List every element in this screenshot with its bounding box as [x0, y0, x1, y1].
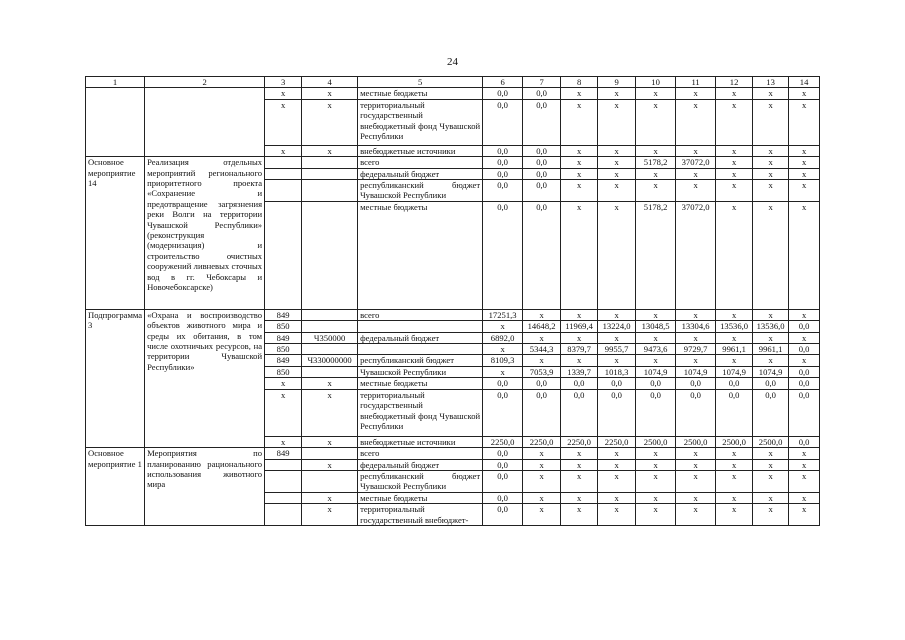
value-cell-col-9: х — [598, 470, 636, 492]
row-group-title: Подпрограмма 3 — [86, 309, 145, 447]
value-cell-col-10: 5178,2 — [636, 201, 676, 309]
row-group-description — [145, 88, 265, 157]
classification-cell: Ч350000 — [302, 332, 358, 343]
value-cell-col-14: х — [789, 470, 820, 492]
value-cell-col-13: 13536,0 — [753, 321, 789, 332]
value-cell-col-11: 13304,6 — [676, 321, 716, 332]
code-cell — [265, 157, 302, 168]
row-group-title — [86, 88, 145, 157]
value-cell-col-7: х — [523, 355, 561, 366]
value-cell-col-8: х — [561, 332, 598, 343]
value-cell-col-6: 2250,0 — [483, 436, 523, 447]
value-cell-col-6: 0,0 — [483, 201, 523, 309]
value-cell-col-11: 2500,0 — [676, 436, 716, 447]
value-cell-col-9: 2250,0 — [598, 436, 636, 447]
classification-cell: х — [302, 145, 358, 156]
classification-cell — [302, 344, 358, 355]
value-cell-col-7: х — [523, 332, 561, 343]
value-cell-col-8: х — [561, 157, 598, 168]
funding-source-cell: местные бюджеты — [358, 88, 483, 99]
value-cell-col-9: х — [598, 157, 636, 168]
value-cell-col-6: х — [483, 344, 523, 355]
value-cell-col-12: 13536,0 — [716, 321, 753, 332]
code-cell: х — [265, 145, 302, 156]
code-cell: х — [265, 99, 302, 145]
value-cell-col-14: 0,0 — [789, 378, 820, 389]
value-cell-col-7: х — [523, 309, 561, 320]
value-cell-col-8: х — [561, 492, 598, 503]
value-cell-col-12: 9961,1 — [716, 344, 753, 355]
value-cell-col-12: х — [716, 157, 753, 168]
value-cell-col-11: х — [676, 332, 716, 343]
header-cell-2: 2 — [145, 77, 265, 88]
value-cell-col-6: 0,0 — [483, 504, 523, 526]
value-cell-col-10: х — [636, 168, 676, 179]
table-row — [86, 88, 820, 99]
header-cell-3: 3 — [265, 77, 302, 88]
classification-cell: х — [302, 88, 358, 99]
page-number: 24 — [447, 56, 458, 68]
code-cell: 850 — [265, 321, 302, 332]
value-cell-col-13: х — [753, 157, 789, 168]
value-cell-col-6: 6892,0 — [483, 332, 523, 343]
value-cell-col-10: 5178,2 — [636, 157, 676, 168]
value-cell-col-11: 9729,7 — [676, 344, 716, 355]
value-cell-col-7: 2250,0 — [523, 436, 561, 447]
value-cell-col-9: х — [598, 332, 636, 343]
funding-source-cell: федеральный бюджет — [358, 332, 483, 343]
value-cell-col-11: 1074,9 — [676, 366, 716, 377]
value-cell-col-13: х — [753, 180, 789, 202]
classification-cell — [302, 470, 358, 492]
classification-cell: х — [302, 436, 358, 447]
budget-table — [85, 76, 820, 526]
value-cell-col-12: х — [716, 145, 753, 156]
value-cell-col-9: х — [598, 448, 636, 459]
header-cell-7: 7 — [523, 77, 561, 88]
value-cell-col-7: 5344,3 — [523, 344, 561, 355]
value-cell-col-9: х — [598, 492, 636, 503]
value-cell-col-13: 0,0 — [753, 378, 789, 389]
value-cell-col-14: х — [789, 492, 820, 503]
value-cell-col-8: 0,0 — [561, 389, 598, 436]
funding-source-cell: республиканский бюджет Чувашской Республики — [358, 470, 483, 492]
value-cell-col-6: 0,0 — [483, 378, 523, 389]
funding-source-cell: федеральный бюджет — [358, 168, 483, 179]
value-cell-col-8: х — [561, 355, 598, 366]
value-cell-col-10: 0,0 — [636, 378, 676, 389]
header-cell-5: 5 — [358, 77, 483, 88]
value-cell-col-6: 0,0 — [483, 470, 523, 492]
value-cell-col-13: 9961,1 — [753, 344, 789, 355]
classification-cell: х — [302, 389, 358, 436]
header-cell-14: 14 — [789, 77, 820, 88]
value-cell-col-10: х — [636, 448, 676, 459]
value-cell-col-12: х — [716, 492, 753, 503]
value-cell-col-13: х — [753, 470, 789, 492]
value-cell-col-12: х — [716, 180, 753, 202]
classification-cell — [302, 157, 358, 168]
funding-source-cell: Чувашской Республики — [358, 366, 483, 377]
value-cell-col-6: 0,0 — [483, 448, 523, 459]
classification-cell: х — [302, 378, 358, 389]
value-cell-col-9: 0,0 — [598, 378, 636, 389]
value-cell-col-6: 0,0 — [483, 492, 523, 503]
value-cell-col-14: х — [789, 201, 820, 309]
classification-cell: Ч330000000 — [302, 355, 358, 366]
code-cell: 849 — [265, 332, 302, 343]
value-cell-col-14: 0,0 — [789, 436, 820, 447]
header-cell-1: 1 — [86, 77, 145, 88]
value-cell-col-8: х — [561, 504, 598, 526]
code-cell: х — [265, 436, 302, 447]
value-cell-col-10: х — [636, 459, 676, 470]
value-cell-col-12: х — [716, 459, 753, 470]
table-row — [86, 309, 820, 320]
value-cell-col-12: х — [716, 332, 753, 343]
value-cell-col-9: х — [598, 145, 636, 156]
value-cell-col-10: х — [636, 355, 676, 366]
value-cell-col-9: х — [598, 504, 636, 526]
value-cell-col-9: х — [598, 180, 636, 202]
value-cell-col-11: 0,0 — [676, 378, 716, 389]
value-cell-col-8: х — [561, 180, 598, 202]
value-cell-col-12: х — [716, 88, 753, 99]
value-cell-col-9: х — [598, 88, 636, 99]
value-cell-col-8: х — [561, 448, 598, 459]
row-group-title: Основное мероприятие 14 — [86, 157, 145, 310]
value-cell-col-13: х — [753, 504, 789, 526]
value-cell-col-12: х — [716, 470, 753, 492]
value-cell-col-7: х — [523, 470, 561, 492]
value-cell-col-13: х — [753, 168, 789, 179]
header-cell-12: 12 — [716, 77, 753, 88]
classification-cell: х — [302, 492, 358, 503]
header-cell-6: 6 — [483, 77, 523, 88]
value-cell-col-6: 0,0 — [483, 168, 523, 179]
code-cell: х — [265, 378, 302, 389]
value-cell-col-13: х — [753, 201, 789, 309]
value-cell-col-10: х — [636, 504, 676, 526]
value-cell-col-14: 0,0 — [789, 389, 820, 436]
value-cell-col-7: х — [523, 504, 561, 526]
value-cell-col-8: х — [561, 201, 598, 309]
value-cell-col-11: 37072,0 — [676, 157, 716, 168]
value-cell-col-12: х — [716, 355, 753, 366]
value-cell-col-6: х — [483, 366, 523, 377]
value-cell-col-10: 1074,9 — [636, 366, 676, 377]
funding-source-cell: всего — [358, 448, 483, 459]
funding-source-cell: местные бюджеты — [358, 378, 483, 389]
value-cell-col-7: 0,0 — [523, 378, 561, 389]
code-cell — [265, 492, 302, 503]
value-cell-col-8: 1339,7 — [561, 366, 598, 377]
value-cell-col-10: х — [636, 470, 676, 492]
value-cell-col-8: 11969,4 — [561, 321, 598, 332]
value-cell-col-10: 9473,6 — [636, 344, 676, 355]
value-cell-col-7: 0,0 — [523, 157, 561, 168]
value-cell-col-7: 0,0 — [523, 180, 561, 202]
code-cell: 850 — [265, 366, 302, 377]
row-group-description: «Охрана и воспроизводство объектов животного мира и среды их обитания, в том числе охотничьих ресурсов, на территории Чувашской Республики» — [145, 309, 265, 447]
value-cell-col-9: х — [598, 168, 636, 179]
value-cell-col-8: 2250,0 — [561, 436, 598, 447]
value-cell-col-10: х — [636, 145, 676, 156]
value-cell-col-8: х — [561, 145, 598, 156]
value-cell-col-11: 0,0 — [676, 389, 716, 436]
value-cell-col-10: 0,0 — [636, 389, 676, 436]
classification-cell — [302, 448, 358, 459]
value-cell-col-8: х — [561, 470, 598, 492]
value-cell-col-12: 1074,9 — [716, 366, 753, 377]
value-cell-col-14: х — [789, 145, 820, 156]
value-cell-col-11: х — [676, 309, 716, 320]
header-cell-11: 11 — [676, 77, 716, 88]
value-cell-col-6: х — [483, 321, 523, 332]
value-cell-col-12: х — [716, 99, 753, 145]
value-cell-col-11: х — [676, 355, 716, 366]
value-cell-col-10: х — [636, 309, 676, 320]
funding-source-cell: республиканский бюджет Чувашской Республики — [358, 180, 483, 202]
value-cell-col-13: х — [753, 99, 789, 145]
value-cell-col-14: х — [789, 448, 820, 459]
value-cell-col-14: х — [789, 504, 820, 526]
value-cell-col-9: х — [598, 459, 636, 470]
classification-cell: х — [302, 504, 358, 526]
value-cell-col-9: 9955,7 — [598, 344, 636, 355]
value-cell-col-11: х — [676, 492, 716, 503]
value-cell-col-11: 37072,0 — [676, 201, 716, 309]
value-cell-col-12: х — [716, 504, 753, 526]
value-cell-col-13: 1074,9 — [753, 366, 789, 377]
value-cell-col-13: х — [753, 448, 789, 459]
value-cell-col-10: 13048,5 — [636, 321, 676, 332]
value-cell-col-9: 13224,0 — [598, 321, 636, 332]
classification-cell: х — [302, 459, 358, 470]
value-cell-col-7: 0,0 — [523, 88, 561, 99]
code-cell: 849 — [265, 309, 302, 320]
value-cell-col-14: х — [789, 99, 820, 145]
funding-source-cell: территориальный государственный внебюджетный фонд Чувашской Республики — [358, 99, 483, 145]
classification-cell — [302, 366, 358, 377]
code-cell — [265, 470, 302, 492]
value-cell-col-12: х — [716, 168, 753, 179]
code-cell — [265, 180, 302, 202]
value-cell-col-7: 0,0 — [523, 389, 561, 436]
value-cell-col-14: х — [789, 332, 820, 343]
value-cell-col-12: х — [716, 448, 753, 459]
classification-cell: х — [302, 99, 358, 145]
value-cell-col-14: х — [789, 168, 820, 179]
value-cell-col-13: х — [753, 355, 789, 366]
code-cell: 849 — [265, 355, 302, 366]
value-cell-col-8: 0,0 — [561, 378, 598, 389]
code-cell — [265, 504, 302, 526]
classification-cell — [302, 201, 358, 309]
value-cell-col-13: х — [753, 459, 789, 470]
code-cell — [265, 201, 302, 309]
value-cell-col-14: 0,0 — [789, 366, 820, 377]
row-group-description: Мероприятия по планированию рационального использования животного мира — [145, 448, 265, 526]
value-cell-col-8: х — [561, 459, 598, 470]
header-cell-9: 9 — [598, 77, 636, 88]
value-cell-col-14: 0,0 — [789, 321, 820, 332]
value-cell-col-7: 7053,9 — [523, 366, 561, 377]
funding-source-cell: федеральный бюджет — [358, 459, 483, 470]
value-cell-col-13: х — [753, 309, 789, 320]
header-cell-10: 10 — [636, 77, 676, 88]
value-cell-col-11: х — [676, 470, 716, 492]
value-cell-col-12: 0,0 — [716, 378, 753, 389]
code-cell — [265, 168, 302, 179]
value-cell-col-7: 14648,2 — [523, 321, 561, 332]
value-cell-col-7: 0,0 — [523, 99, 561, 145]
value-cell-col-6: 17251,3 — [483, 309, 523, 320]
table-row — [86, 157, 820, 168]
value-cell-col-11: х — [676, 504, 716, 526]
funding-source-cell: всего — [358, 309, 483, 320]
value-cell-col-6: 0,0 — [483, 99, 523, 145]
value-cell-col-7: х — [523, 459, 561, 470]
value-cell-col-9: 1018,3 — [598, 366, 636, 377]
classification-cell — [302, 168, 358, 179]
value-cell-col-14: х — [789, 157, 820, 168]
classification-cell — [302, 180, 358, 202]
value-cell-col-6: 0,0 — [483, 157, 523, 168]
value-cell-col-12: х — [716, 309, 753, 320]
value-cell-col-11: х — [676, 145, 716, 156]
value-cell-col-10: х — [636, 88, 676, 99]
row-group-title: Основное мероприятие 1 — [86, 448, 145, 526]
value-cell-col-11: х — [676, 168, 716, 179]
value-cell-col-13: 0,0 — [753, 389, 789, 436]
value-cell-col-8: х — [561, 88, 598, 99]
value-cell-col-6: 0,0 — [483, 88, 523, 99]
value-cell-col-9: х — [598, 309, 636, 320]
value-cell-col-13: х — [753, 492, 789, 503]
value-cell-col-8: х — [561, 168, 598, 179]
value-cell-col-13: х — [753, 145, 789, 156]
value-cell-col-10: х — [636, 332, 676, 343]
value-cell-col-10: х — [636, 180, 676, 202]
classification-cell — [302, 321, 358, 332]
value-cell-col-9: 0,0 — [598, 389, 636, 436]
value-cell-col-10: 2500,0 — [636, 436, 676, 447]
funding-source-cell: территориальный государственный внебюджет- — [358, 504, 483, 526]
value-cell-col-7: х — [523, 492, 561, 503]
value-cell-col-7: х — [523, 448, 561, 459]
value-cell-col-6: 0,0 — [483, 459, 523, 470]
code-cell: х — [265, 389, 302, 436]
funding-source-cell: внебюджетные источники — [358, 145, 483, 156]
value-cell-col-14: х — [789, 180, 820, 202]
value-cell-col-14: х — [789, 355, 820, 366]
value-cell-col-8: 8379,7 — [561, 344, 598, 355]
row-group-description: Реализация отдельных мероприятий регионального приоритетного проекта «Сохранение и предотвращение загрязнения реки Волги на территории Чувашской Республики» (реконструкция (модернизация) и строительство очистных сооружений ливневых сточных вод в гг. Чебоксары и Новочебоксарске) — [145, 157, 265, 310]
value-cell-col-6: 0,0 — [483, 145, 523, 156]
value-cell-col-10: х — [636, 99, 676, 145]
value-cell-col-12: 2500,0 — [716, 436, 753, 447]
value-cell-col-13: 2500,0 — [753, 436, 789, 447]
value-cell-col-13: х — [753, 88, 789, 99]
funding-source-cell: территориальный государственный внебюджетный фонд Чувашской Республики — [358, 389, 483, 436]
value-cell-col-14: х — [789, 309, 820, 320]
funding-source-cell: местные бюджеты — [358, 201, 483, 309]
funding-source-cell — [358, 344, 483, 355]
value-cell-col-10: х — [636, 492, 676, 503]
value-cell-col-11: х — [676, 459, 716, 470]
value-cell-col-11: х — [676, 88, 716, 99]
value-cell-col-11: х — [676, 180, 716, 202]
code-cell: х — [265, 88, 302, 99]
code-cell — [265, 459, 302, 470]
funding-source-cell: республиканский бюджет — [358, 355, 483, 366]
value-cell-col-7: 0,0 — [523, 145, 561, 156]
header-cell-13: 13 — [753, 77, 789, 88]
funding-source-cell: внебюджетные источники — [358, 436, 483, 447]
value-cell-col-11: х — [676, 448, 716, 459]
value-cell-col-12: 0,0 — [716, 389, 753, 436]
value-cell-col-7: 0,0 — [523, 168, 561, 179]
classification-cell — [302, 309, 358, 320]
header-row — [86, 77, 820, 88]
code-cell: 849 — [265, 448, 302, 459]
value-cell-col-6: 8109,3 — [483, 355, 523, 366]
funding-source-cell: местные бюджеты — [358, 492, 483, 503]
funding-source-cell — [358, 321, 483, 332]
value-cell-col-8: х — [561, 309, 598, 320]
value-cell-col-13: х — [753, 332, 789, 343]
funding-source-cell: всего — [358, 157, 483, 168]
value-cell-col-9: х — [598, 355, 636, 366]
value-cell-col-7: 0,0 — [523, 201, 561, 309]
header-cell-8: 8 — [561, 77, 598, 88]
value-cell-col-6: 0,0 — [483, 389, 523, 436]
value-cell-col-9: х — [598, 201, 636, 309]
value-cell-col-14: х — [789, 459, 820, 470]
table-row — [86, 448, 820, 459]
value-cell-col-14: 0,0 — [789, 344, 820, 355]
value-cell-col-8: х — [561, 99, 598, 145]
value-cell-col-11: х — [676, 99, 716, 145]
value-cell-col-14: х — [789, 88, 820, 99]
value-cell-col-12: х — [716, 201, 753, 309]
code-cell: 850 — [265, 344, 302, 355]
value-cell-col-6: 0,0 — [483, 180, 523, 202]
header-cell-4: 4 — [302, 77, 358, 88]
value-cell-col-9: х — [598, 99, 636, 145]
